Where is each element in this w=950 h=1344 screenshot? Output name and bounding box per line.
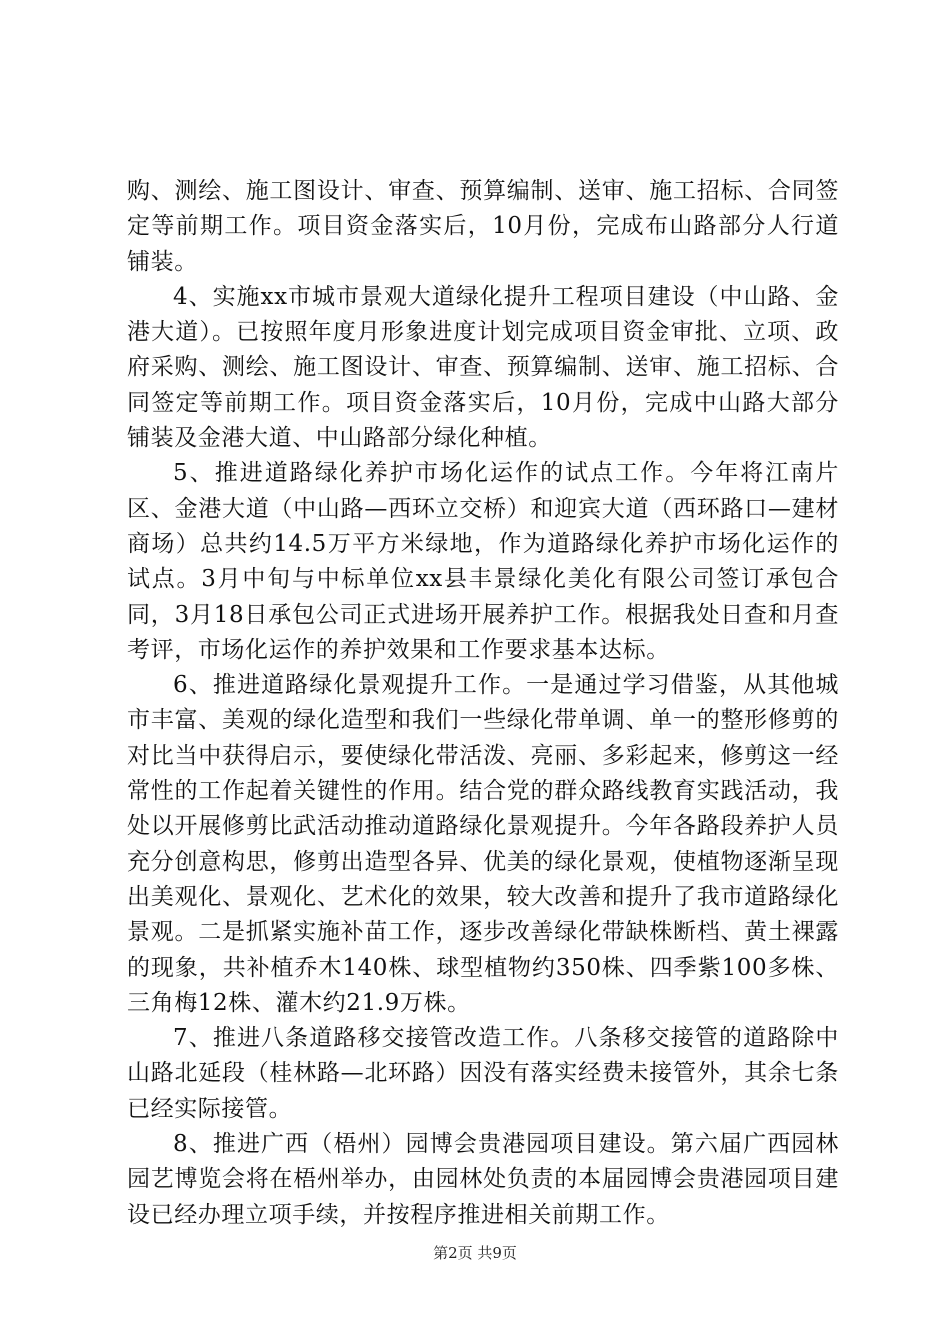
- page-footer: 第2页 共9页: [433, 1244, 517, 1262]
- document-body: [127, 174, 839, 1233]
- paragraph-item-4: 4、实施xx市城市景观大道绿化提升工程项目建设（中山路、金港大道）。已按照年度月形象进度计划完成项目资金审批、立项、政府采购、测绘、施工图设计、审查、预算编制、送审、施工招标、合同签定等前期工作。项目资金落实后，10月份，完成中山路大部分铺装及金港大道、中山路部分绿化种植。: [127, 283, 839, 452]
- paragraph-item-6: 6、推进道路绿化景观提升工作。一是通过学习借鉴，从其他城市丰富、美观的绿化造型和我们一些绿化带单调、单一的整形修剪的对比当中获得启示，要使绿化带活泼、亮丽、多彩起来，修剪这一经常性的工作起着关键性的作用。结合党的群众路线教育实践活动，我处以开展修剪比武活动推动道路绿化景观提升。今年各路段养护人员充分创意构思，修剪出造型各异、优美的绿化景观，使植物逐渐呈现出美观化、景观化、艺术化的效果，较大改善和提升了我市道路绿化景观。二是抓紧实施补苗工作，逐步改善绿化带缺株断档、黄土裸露的现象，共补植乔木140株、球型植物约350株、四季紫100多株、三角梅12株、灌木约21.9万株。: [127, 672, 839, 1016]
- paragraph-item-7: 7、推进八条道路移交接管改造工作。八条移交接管的道路除中山路北延段（桂林路—北环路）因没有落实经费未接管外，其余七条已经实际接管。: [127, 1025, 839, 1122]
- paragraph-item-5: 5、推进道路绿化养护市场化运作的试点工作。今年将江南片区、金港大道（中山路—西环立交桥）和迎宾大道（西环路口—建材商场）总共约14.5万平方米绿地，作为道路绿化养护市场化运作的试点。3月中旬与中标单位xx县丰景绿化美化有限公司签订承包合同，3月18日承包公司正式进场开展养护工作。根据我处日查和月查考评，市场化运作的养护效果和工作要求基本达标。: [127, 460, 839, 663]
- paragraph-continued: 购、测绘、施工图设计、审查、预算编制、送审、施工招标、合同签定等前期工作。项目资金落实后，10月份，完成布山路部分人行道铺装。: [127, 178, 839, 275]
- paragraph-item-8: 8、推进广西（梧州）园博会贵港园项目建设。第六届广西园林园艺博览会将在梧州举办，由园林处负责的本届园博会贵港园项目建设已经办理立项手续，并按程序推进相关前期工作。: [127, 1131, 839, 1228]
